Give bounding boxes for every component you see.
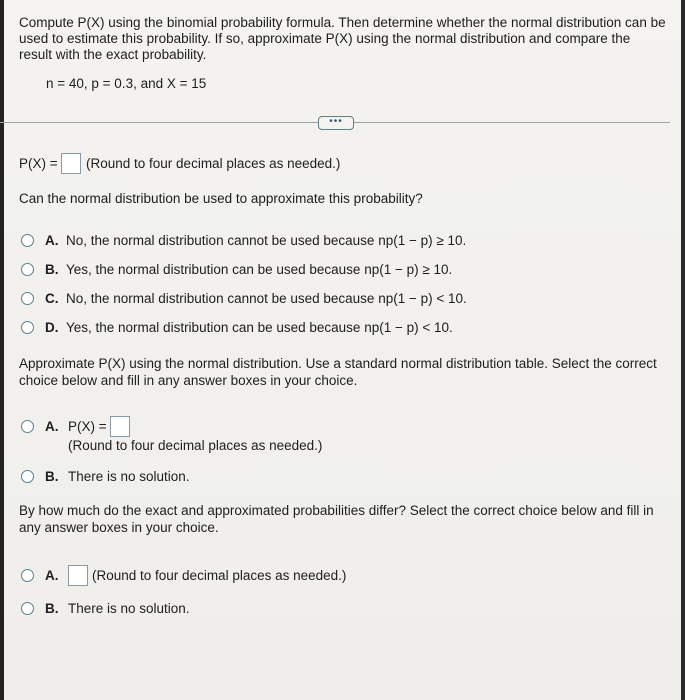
option-q1-b-letter: B.: [45, 262, 59, 277]
given-values: n = 40, p = 0.3, and X = 15: [46, 76, 207, 91]
option-q1-c-letter: C.: [45, 291, 59, 306]
option-q3-b-text[interactable]: There is no solution.: [68, 601, 190, 616]
more-button[interactable]: •••: [318, 116, 354, 130]
option-q2-a-letter: A.: [45, 419, 59, 434]
problem-line-3: result with the exact probability.: [19, 47, 207, 62]
option-q2-a-text: P(X) =: [68, 419, 107, 434]
radio-q2-b[interactable]: [21, 470, 34, 483]
px-label: P(X) =: [19, 156, 58, 171]
question-2-line-1: Approximate P(X) using the normal distribution. Use a standard normal distribution table. Select the correct: [19, 356, 657, 371]
question-2-line-2: choice below and fill in any answer boxes in your choice.: [19, 373, 358, 388]
radio-q3-b[interactable]: [21, 602, 34, 615]
left-border: [0, 0, 4, 700]
radio-q1-b[interactable]: [21, 263, 34, 276]
problem-line-1: Compute P(X) using the binomial probability formula. Then determine whether the normal distribution can be: [19, 15, 666, 30]
problem-line-2: used to estimate this probability. If so, approximate P(X) using the normal distribution and compare the: [19, 31, 631, 46]
option-q1-b-text[interactable]: Yes, the normal distribution can be used because np(1 − p) ≥ 10.: [66, 262, 453, 277]
option-q3-a-letter: A.: [45, 568, 59, 583]
option-q2-b-text[interactable]: There is no solution.: [68, 469, 190, 484]
option-q2-b-letter: B.: [45, 469, 59, 484]
option-q1-a-letter: A.: [45, 233, 59, 248]
option-q3-a-hint: (Round to four decimal places as needed.): [92, 568, 347, 583]
question-3-line-2: any answer boxes in your choice.: [19, 520, 219, 535]
q3-answer-box[interactable]: [68, 565, 88, 586]
radio-q1-a[interactable]: [21, 234, 34, 247]
option-q1-c-text[interactable]: No, the normal distribution cannot be used because np(1 − p) < 10.: [66, 291, 467, 306]
option-q3-b-letter: B.: [45, 601, 59, 616]
px-round-hint: (Round to four decimal places as needed.): [86, 156, 341, 171]
option-q2-a-hint: (Round to four decimal places as needed.): [68, 438, 323, 453]
option-q1-a-text[interactable]: No, the normal distribution cannot be used because np(1 − p) ≥ 10.: [66, 233, 467, 248]
option-q1-d-text[interactable]: Yes, the normal distribution can be used because np(1 − p) < 10.: [66, 320, 453, 335]
q2-answer-box[interactable]: [110, 416, 130, 437]
option-q1-d-letter: D.: [45, 320, 59, 335]
radio-q1-c[interactable]: [21, 292, 34, 305]
radio-q3-a[interactable]: [21, 569, 34, 582]
question-3-line-1: By how much do the exact and approximated probabilities differ? Select the correct choice below and fill in: [19, 503, 654, 518]
radio-q2-a[interactable]: [21, 420, 34, 433]
question-1-text: Can the normal distribution be used to approximate this probability?: [19, 191, 423, 206]
px-answer-box[interactable]: [61, 153, 81, 174]
right-border: [681, 0, 685, 700]
radio-q1-d[interactable]: [21, 321, 34, 334]
